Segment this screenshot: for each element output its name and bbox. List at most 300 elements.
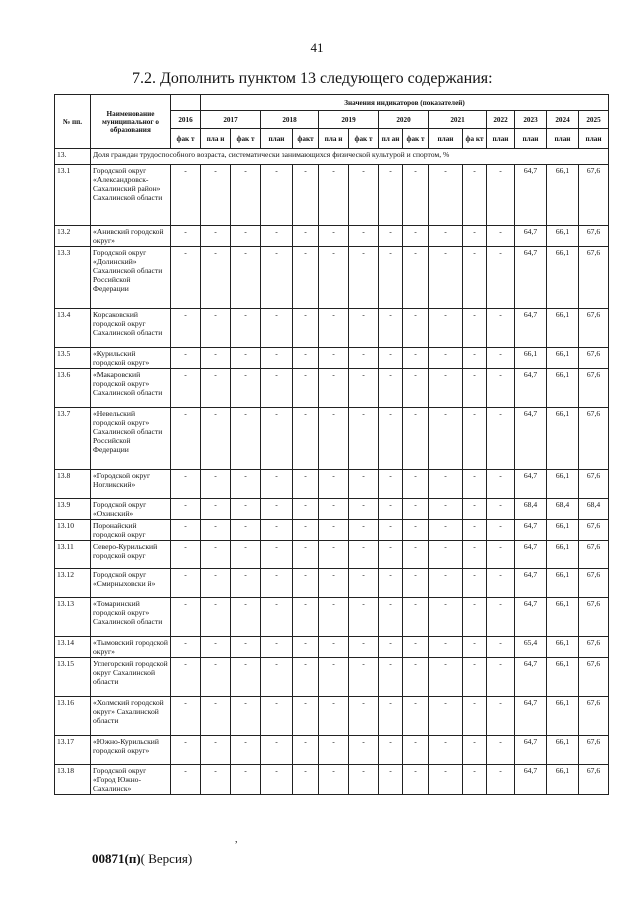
value-2024: 66,1 [547, 309, 579, 348]
value-2025: 67,6 [579, 765, 609, 795]
dash-cell: - [171, 765, 201, 795]
dash-cell: - [319, 765, 349, 795]
dash-cell: - [403, 697, 429, 736]
dash-cell: - [403, 736, 429, 765]
dash-cell: - [201, 226, 231, 247]
dash-cell: - [379, 569, 403, 598]
header-year: 2022 [487, 111, 515, 129]
dash-cell: - [403, 369, 429, 408]
dash-cell: - [487, 408, 515, 470]
table-row [55, 165, 609, 226]
table-row [55, 520, 609, 541]
table-row [55, 226, 609, 247]
header-year: 2016 [171, 111, 201, 129]
header-year: 2019 [319, 111, 379, 129]
value-2025: 67,6 [579, 697, 609, 736]
row-number: 13.5 [55, 348, 91, 369]
dash-cell: - [171, 348, 201, 369]
table-row [55, 598, 609, 637]
dash-cell: - [201, 247, 231, 309]
dash-cell: - [319, 569, 349, 598]
dash-cell: - [293, 247, 319, 309]
row-number: 13.4 [55, 309, 91, 348]
value-2023: 66,1 [515, 348, 547, 369]
dash-cell: - [319, 736, 349, 765]
dash-cell: - [403, 247, 429, 309]
dash-cell: - [171, 499, 201, 520]
dash-cell: - [201, 520, 231, 541]
dash-cell: - [171, 697, 201, 736]
dash-cell: - [487, 470, 515, 499]
dash-cell: - [487, 541, 515, 569]
dash-cell: - [319, 658, 349, 697]
value-2025: 67,6 [579, 470, 609, 499]
dash-cell: - [201, 309, 231, 348]
dash-cell: - [201, 499, 231, 520]
dash-cell: - [349, 369, 379, 408]
dash-cell: - [261, 736, 293, 765]
dash-cell: - [463, 348, 487, 369]
value-2025: 67,6 [579, 541, 609, 569]
row-municipality: «Невельский городской округ» Сахалинской области Российской Федерации [91, 408, 171, 470]
table-row [55, 247, 609, 309]
header-sub: план [487, 129, 515, 149]
dash-cell: - [429, 165, 463, 226]
dash-cell: - [379, 165, 403, 226]
dash-cell: - [293, 470, 319, 499]
dash-cell: - [403, 470, 429, 499]
row-municipality: «Макаровский городской округ» Сахалинской области [91, 369, 171, 408]
dash-cell: - [429, 697, 463, 736]
dash-cell: - [349, 165, 379, 226]
dash-cell: - [201, 541, 231, 569]
header-sub: фак т [403, 129, 429, 149]
dash-cell: - [349, 658, 379, 697]
dash-cell: - [379, 369, 403, 408]
dash-cell: - [463, 247, 487, 309]
table-row [55, 309, 609, 348]
dash-cell: - [231, 765, 261, 795]
dash-cell: - [261, 598, 293, 637]
dash-cell: - [463, 697, 487, 736]
dash-cell: - [463, 736, 487, 765]
dash-cell: - [201, 408, 231, 470]
value-2025: 67,6 [579, 658, 609, 697]
row-number: 13.3 [55, 247, 91, 309]
row-number: 13.2 [55, 226, 91, 247]
table-row [55, 541, 609, 569]
dash-cell: - [379, 247, 403, 309]
value-2024: 66,1 [547, 658, 579, 697]
dash-cell: - [487, 765, 515, 795]
value-2024: 66,1 [547, 165, 579, 226]
dash-cell: - [293, 658, 319, 697]
dash-cell: - [403, 309, 429, 348]
dash-cell: - [231, 637, 261, 658]
dash-cell: - [201, 736, 231, 765]
dash-cell: - [293, 765, 319, 795]
dash-cell: - [201, 637, 231, 658]
value-2024: 66,1 [547, 247, 579, 309]
dash-cell: - [231, 736, 261, 765]
dash-cell: - [231, 697, 261, 736]
value-2025: 67,6 [579, 637, 609, 658]
dash-cell: - [487, 697, 515, 736]
dash-cell: - [487, 309, 515, 348]
row-number: 13.16 [55, 697, 91, 736]
dash-cell: - [463, 598, 487, 637]
dash-cell: - [403, 348, 429, 369]
dash-cell: - [293, 226, 319, 247]
value-2025: 67,6 [579, 369, 609, 408]
dash-cell: - [463, 520, 487, 541]
dash-cell: - [261, 499, 293, 520]
header-sub: фак т [231, 129, 261, 149]
row-number: 13.10 [55, 520, 91, 541]
value-2024: 66,1 [547, 569, 579, 598]
dash-cell: - [463, 637, 487, 658]
table-row [55, 637, 609, 658]
dash-cell: - [349, 520, 379, 541]
header-sub: пл ан [379, 129, 403, 149]
value-2024: 66,1 [547, 470, 579, 499]
dash-cell: - [293, 309, 319, 348]
header-year: 2023 [515, 111, 547, 129]
value-2023: 64,7 [515, 736, 547, 765]
dash-cell: - [487, 247, 515, 309]
dash-cell: - [403, 165, 429, 226]
dash-cell: - [487, 658, 515, 697]
value-2025: 67,6 [579, 309, 609, 348]
row-municipality: Городской округ «Смирныховски й» [91, 569, 171, 598]
row-number: 13.12 [55, 569, 91, 598]
scan-mark: , [235, 834, 238, 845]
header-name: Наименование муниципальног о образования [91, 95, 171, 149]
value-2024: 66,1 [547, 348, 579, 369]
dash-cell: - [487, 499, 515, 520]
dash-cell: - [171, 470, 201, 499]
dash-cell: - [293, 520, 319, 541]
dash-cell: - [231, 499, 261, 520]
dash-cell: - [293, 736, 319, 765]
row-municipality: «Холмский городской округ» Сахалинской области [91, 697, 171, 736]
dash-cell: - [379, 637, 403, 658]
row-municipality: «Тымовский городской округ» [91, 637, 171, 658]
dash-cell: - [319, 408, 349, 470]
table-row [55, 697, 609, 736]
dash-cell: - [379, 309, 403, 348]
dash-cell: - [487, 369, 515, 408]
dash-cell: - [319, 309, 349, 348]
dash-cell: - [201, 765, 231, 795]
dash-cell: - [231, 408, 261, 470]
dash-cell: - [429, 408, 463, 470]
dash-cell: - [293, 637, 319, 658]
dash-cell: - [429, 226, 463, 247]
dash-cell: - [171, 569, 201, 598]
dash-cell: - [319, 226, 349, 247]
row-number: 13.14 [55, 637, 91, 658]
value-2023: 64,7 [515, 658, 547, 697]
header-sub: фак т [171, 129, 201, 149]
dash-cell: - [379, 499, 403, 520]
row-number: 13.9 [55, 499, 91, 520]
dash-cell: - [429, 598, 463, 637]
dash-cell: - [293, 165, 319, 226]
dash-cell: - [429, 658, 463, 697]
row-municipality: «Городской округ Ногликский» [91, 470, 171, 499]
dash-cell: - [379, 736, 403, 765]
dash-cell: - [463, 541, 487, 569]
document-code-number: 00871(п) [92, 851, 141, 866]
table-row [55, 658, 609, 697]
dash-cell: - [231, 247, 261, 309]
row-number: 13.13 [55, 598, 91, 637]
dash-cell: - [349, 697, 379, 736]
row-number: 13.11 [55, 541, 91, 569]
value-2025: 67,6 [579, 736, 609, 765]
dash-cell: - [319, 470, 349, 499]
dash-cell: - [463, 369, 487, 408]
dash-cell: - [261, 348, 293, 369]
dash-cell: - [463, 569, 487, 598]
dash-cell: - [231, 369, 261, 408]
value-2023: 64,7 [515, 369, 547, 408]
table-row [55, 736, 609, 765]
dash-cell: - [319, 247, 349, 309]
dash-cell: - [319, 541, 349, 569]
dash-cell: - [349, 569, 379, 598]
dash-cell: - [349, 499, 379, 520]
dash-cell: - [261, 765, 293, 795]
dash-cell: - [487, 226, 515, 247]
value-2023: 64,7 [515, 165, 547, 226]
value-2023: 64,7 [515, 520, 547, 541]
table-row [55, 470, 609, 499]
dash-cell: - [293, 499, 319, 520]
row-number: 13.17 [55, 736, 91, 765]
value-2023: 64,7 [515, 541, 547, 569]
dash-cell: - [379, 658, 403, 697]
dash-cell: - [171, 309, 201, 348]
dash-cell: - [349, 765, 379, 795]
dash-cell: - [261, 369, 293, 408]
dash-cell: - [293, 408, 319, 470]
value-2024: 66,1 [547, 598, 579, 637]
dash-cell: - [349, 470, 379, 499]
dash-cell: - [463, 226, 487, 247]
dash-cell: - [349, 226, 379, 247]
dash-cell: - [463, 765, 487, 795]
dash-cell: - [403, 637, 429, 658]
dash-cell: - [487, 598, 515, 637]
page-number: 41 [310, 40, 324, 55]
dash-cell: - [463, 470, 487, 499]
header-year: 2021 [429, 111, 487, 129]
dash-cell: - [403, 658, 429, 697]
dash-cell: - [319, 637, 349, 658]
dash-cell: - [379, 697, 403, 736]
dash-cell: - [429, 736, 463, 765]
row-municipality: «Курильский городской округ» [91, 348, 171, 369]
dash-cell: - [429, 309, 463, 348]
value-2024: 66,1 [547, 408, 579, 470]
header-year: 2025 [579, 111, 609, 129]
dash-cell: - [403, 765, 429, 795]
dash-cell: - [201, 658, 231, 697]
dash-cell: - [231, 165, 261, 226]
dash-cell: - [231, 541, 261, 569]
dash-cell: - [429, 348, 463, 369]
dash-cell: - [379, 765, 403, 795]
dash-cell: - [261, 470, 293, 499]
dash-cell: - [379, 226, 403, 247]
dash-cell: - [379, 598, 403, 637]
dash-cell: - [171, 369, 201, 408]
dash-cell: - [429, 569, 463, 598]
dash-cell: - [319, 598, 349, 637]
section-heading: 7.2. Дополнить пунктом 13 следующего содержания: [132, 70, 493, 87]
row-municipality: Углегорский городской округ Сахалинской области [91, 658, 171, 697]
row-municipality: «Южно-Курильский городской округ» [91, 736, 171, 765]
dash-cell: - [429, 499, 463, 520]
indicator-title: Доля граждан трудоспособного возраста, систематически занимающихся физической культурой и спортом, % [91, 149, 609, 165]
value-2023: 64,7 [515, 765, 547, 795]
dash-cell: - [487, 348, 515, 369]
table-row [55, 408, 609, 470]
row-municipality: «Томаринский городской округ» Сахалинской области [91, 598, 171, 637]
row-municipality: Корсаковский городской округ Сахалинской области [91, 309, 171, 348]
value-2024: 66,1 [547, 226, 579, 247]
value-2023: 64,7 [515, 309, 547, 348]
table-row [55, 765, 609, 795]
dash-cell: - [403, 226, 429, 247]
dash-cell: - [463, 499, 487, 520]
row-municipality: Городской округ «Охинский» [91, 499, 171, 520]
value-2024: 66,1 [547, 736, 579, 765]
value-2023: 64,7 [515, 569, 547, 598]
dash-cell: - [201, 470, 231, 499]
value-2023: 65,4 [515, 637, 547, 658]
dash-cell: - [201, 697, 231, 736]
row-municipality: «Анивский городской округ» [91, 226, 171, 247]
value-2025: 68,4 [579, 499, 609, 520]
dash-cell: - [463, 408, 487, 470]
document-version: ( Версия) [140, 851, 193, 866]
value-2025: 67,6 [579, 247, 609, 309]
value-2025: 67,6 [579, 348, 609, 369]
dash-cell: - [487, 165, 515, 226]
value-2023: 64,7 [515, 697, 547, 736]
value-2025: 67,6 [579, 598, 609, 637]
dash-cell: - [293, 348, 319, 369]
header-sub: план [515, 129, 547, 149]
header-sub: фа кт [463, 129, 487, 149]
header-sub: план [579, 129, 609, 149]
header-num: № пп. [55, 95, 91, 149]
dash-cell: - [201, 598, 231, 637]
dash-cell: - [231, 470, 261, 499]
dash-cell: - [171, 541, 201, 569]
dash-cell: - [293, 569, 319, 598]
dash-cell: - [349, 598, 379, 637]
document-code [92, 851, 192, 867]
dash-cell: - [231, 598, 261, 637]
dash-cell: - [231, 658, 261, 697]
row-municipality: Поронайский городской округ [91, 520, 171, 541]
header-sub: фак т [349, 129, 379, 149]
row-number: 13.1 [55, 165, 91, 226]
header-sub: пла н [319, 129, 349, 149]
value-2024: 66,1 [547, 369, 579, 408]
dash-cell: - [261, 408, 293, 470]
row-number: 13.15 [55, 658, 91, 697]
dash-cell: - [231, 226, 261, 247]
dash-cell: - [349, 348, 379, 369]
dash-cell: - [171, 658, 201, 697]
dash-cell: - [349, 408, 379, 470]
dash-cell: - [349, 309, 379, 348]
dash-cell: - [293, 369, 319, 408]
header-group: Значения индикаторов (показателей) [201, 95, 609, 111]
row-municipality: Городской округ «Александровск-Сахалинский район» Сахалинской области [91, 165, 171, 226]
dash-cell: - [171, 247, 201, 309]
dash-cell: - [293, 598, 319, 637]
value-2023: 64,7 [515, 470, 547, 499]
dash-cell: - [379, 520, 403, 541]
row-number: 13.6 [55, 369, 91, 408]
dash-cell: - [349, 541, 379, 569]
dash-cell: - [487, 637, 515, 658]
header-sub: план [429, 129, 463, 149]
dash-cell: - [349, 637, 379, 658]
dash-cell: - [171, 637, 201, 658]
header-year: 2017 [201, 111, 261, 129]
dash-cell: - [261, 247, 293, 309]
dash-cell: - [231, 348, 261, 369]
dash-cell: - [349, 247, 379, 309]
value-2024: 66,1 [547, 541, 579, 569]
dash-cell: - [429, 470, 463, 499]
value-2024: 68,4 [547, 499, 579, 520]
dash-cell: - [171, 598, 201, 637]
value-2023: 64,7 [515, 247, 547, 309]
row-municipality: Городской округ «Долинский» Сахалинской области Российской Федерации [91, 247, 171, 309]
dash-cell: - [463, 165, 487, 226]
dash-cell: - [379, 408, 403, 470]
table-row [55, 499, 609, 520]
indicator-number: 13. [55, 149, 91, 165]
dash-cell: - [487, 569, 515, 598]
dash-cell: - [319, 697, 349, 736]
dash-cell: - [319, 499, 349, 520]
dash-cell: - [463, 309, 487, 348]
table-row [55, 369, 609, 408]
dash-cell: - [171, 408, 201, 470]
header-year: 2020 [379, 111, 429, 129]
dash-cell: - [463, 658, 487, 697]
dash-cell: - [201, 165, 231, 226]
header-blank-cell [171, 95, 201, 111]
dash-cell: - [379, 348, 403, 369]
row-number: 13.7 [55, 408, 91, 470]
dash-cell: - [319, 369, 349, 408]
header-sub: факт [293, 129, 319, 149]
dash-cell: - [403, 569, 429, 598]
dash-cell: - [261, 309, 293, 348]
row-municipality: Северо-Курильский городской округ [91, 541, 171, 569]
value-2024: 66,1 [547, 637, 579, 658]
